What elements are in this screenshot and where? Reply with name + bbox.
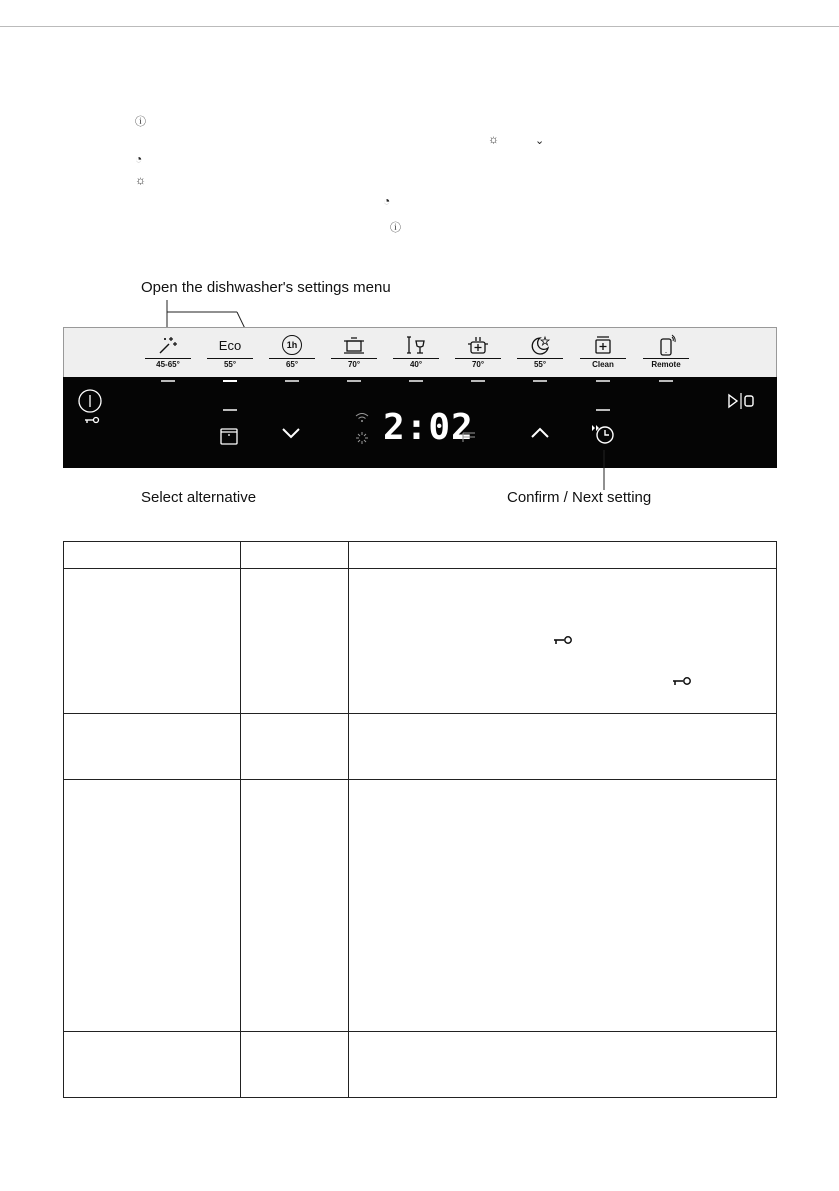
auto-open-icon [461,431,477,443]
program-indicator [471,380,485,382]
auto-sparkle-icon [145,334,191,356]
program-clean-button[interactable] [580,334,626,369]
program-indicator [347,380,361,382]
one-hour-timer-icon [269,334,315,356]
wifi-icon [355,412,369,422]
program-label: 70° [471,360,485,369]
table-header-rule [64,568,776,569]
power-icon: ⓘ [390,222,401,234]
program-label: 55° [533,360,547,369]
option-indicator [596,409,610,411]
program-label: 40° [409,360,423,369]
program-label: 45-65° [156,360,180,369]
key-icon [84,416,100,424]
chevron-up-icon[interactable] [530,426,550,440]
chevron-down-icon[interactable] [281,426,301,440]
machine-care-icon [580,334,626,356]
table-column-rule [240,542,241,1097]
sparkle-icon [355,431,369,445]
start-pause-icon[interactable] [727,392,757,410]
program-indicator [659,380,673,382]
eco-text-icon: Eco [218,337,242,353]
table-row-rule [64,1031,776,1032]
pot-icon [331,334,377,356]
key-icon [672,676,692,686]
program-label: 55° [223,360,237,369]
night-moon-icon [517,334,563,356]
program-1h-button[interactable] [269,334,315,369]
time-display: 2:02 [383,407,474,448]
callout-confirm-next: Confirm / Next setting [507,489,652,506]
sparkle-icon: ☼ [488,132,499,146]
one-hour-glyph: 1h [282,335,302,355]
program-pot-button[interactable] [331,334,377,369]
door-open-icon[interactable] [218,424,240,446]
program-indicator [596,380,610,382]
glasses-icon [393,334,439,356]
program-auto-button[interactable] [145,334,191,369]
table-row-rule [64,713,776,714]
program-label: Remote [651,360,681,369]
program-indicator-active [223,380,237,382]
program-label: Clean [592,360,614,369]
callout-open-menu: Open the dishwasher's settings menu [141,279,391,296]
confirm-leader-line [603,450,605,490]
program-eco-button[interactable] [207,334,253,369]
sparkle-icon: ☼ [135,173,146,187]
program-sanitize-button[interactable] [455,334,501,369]
chevron-down-icon: ⌄ [535,135,545,147]
remote-phone-icon [643,334,689,356]
key-icon [553,635,573,645]
power-icon: ⓘ [135,116,146,128]
option-indicator [223,409,237,411]
program-label: 70° [347,360,361,369]
sanitize-icon [455,334,501,356]
table-row-rule [64,779,776,780]
program-label: 65° [285,360,299,369]
delay-start-icon: ◔ [383,194,391,208]
program-indicator [533,380,547,382]
settings-table [63,541,777,1098]
program-indicator [161,380,175,382]
table-column-rule [348,542,349,1097]
program-glass-button[interactable] [393,334,439,369]
delay-start-icon: ◔ [135,152,143,166]
callout-select-alternative: Select alternative [141,489,257,506]
power-icon[interactable] [77,388,103,414]
program-indicator [409,380,423,382]
program-remote-button[interactable] [643,334,689,369]
delay-start-icon[interactable] [590,423,616,445]
program-night-button[interactable] [517,334,563,369]
program-indicator [285,380,299,382]
